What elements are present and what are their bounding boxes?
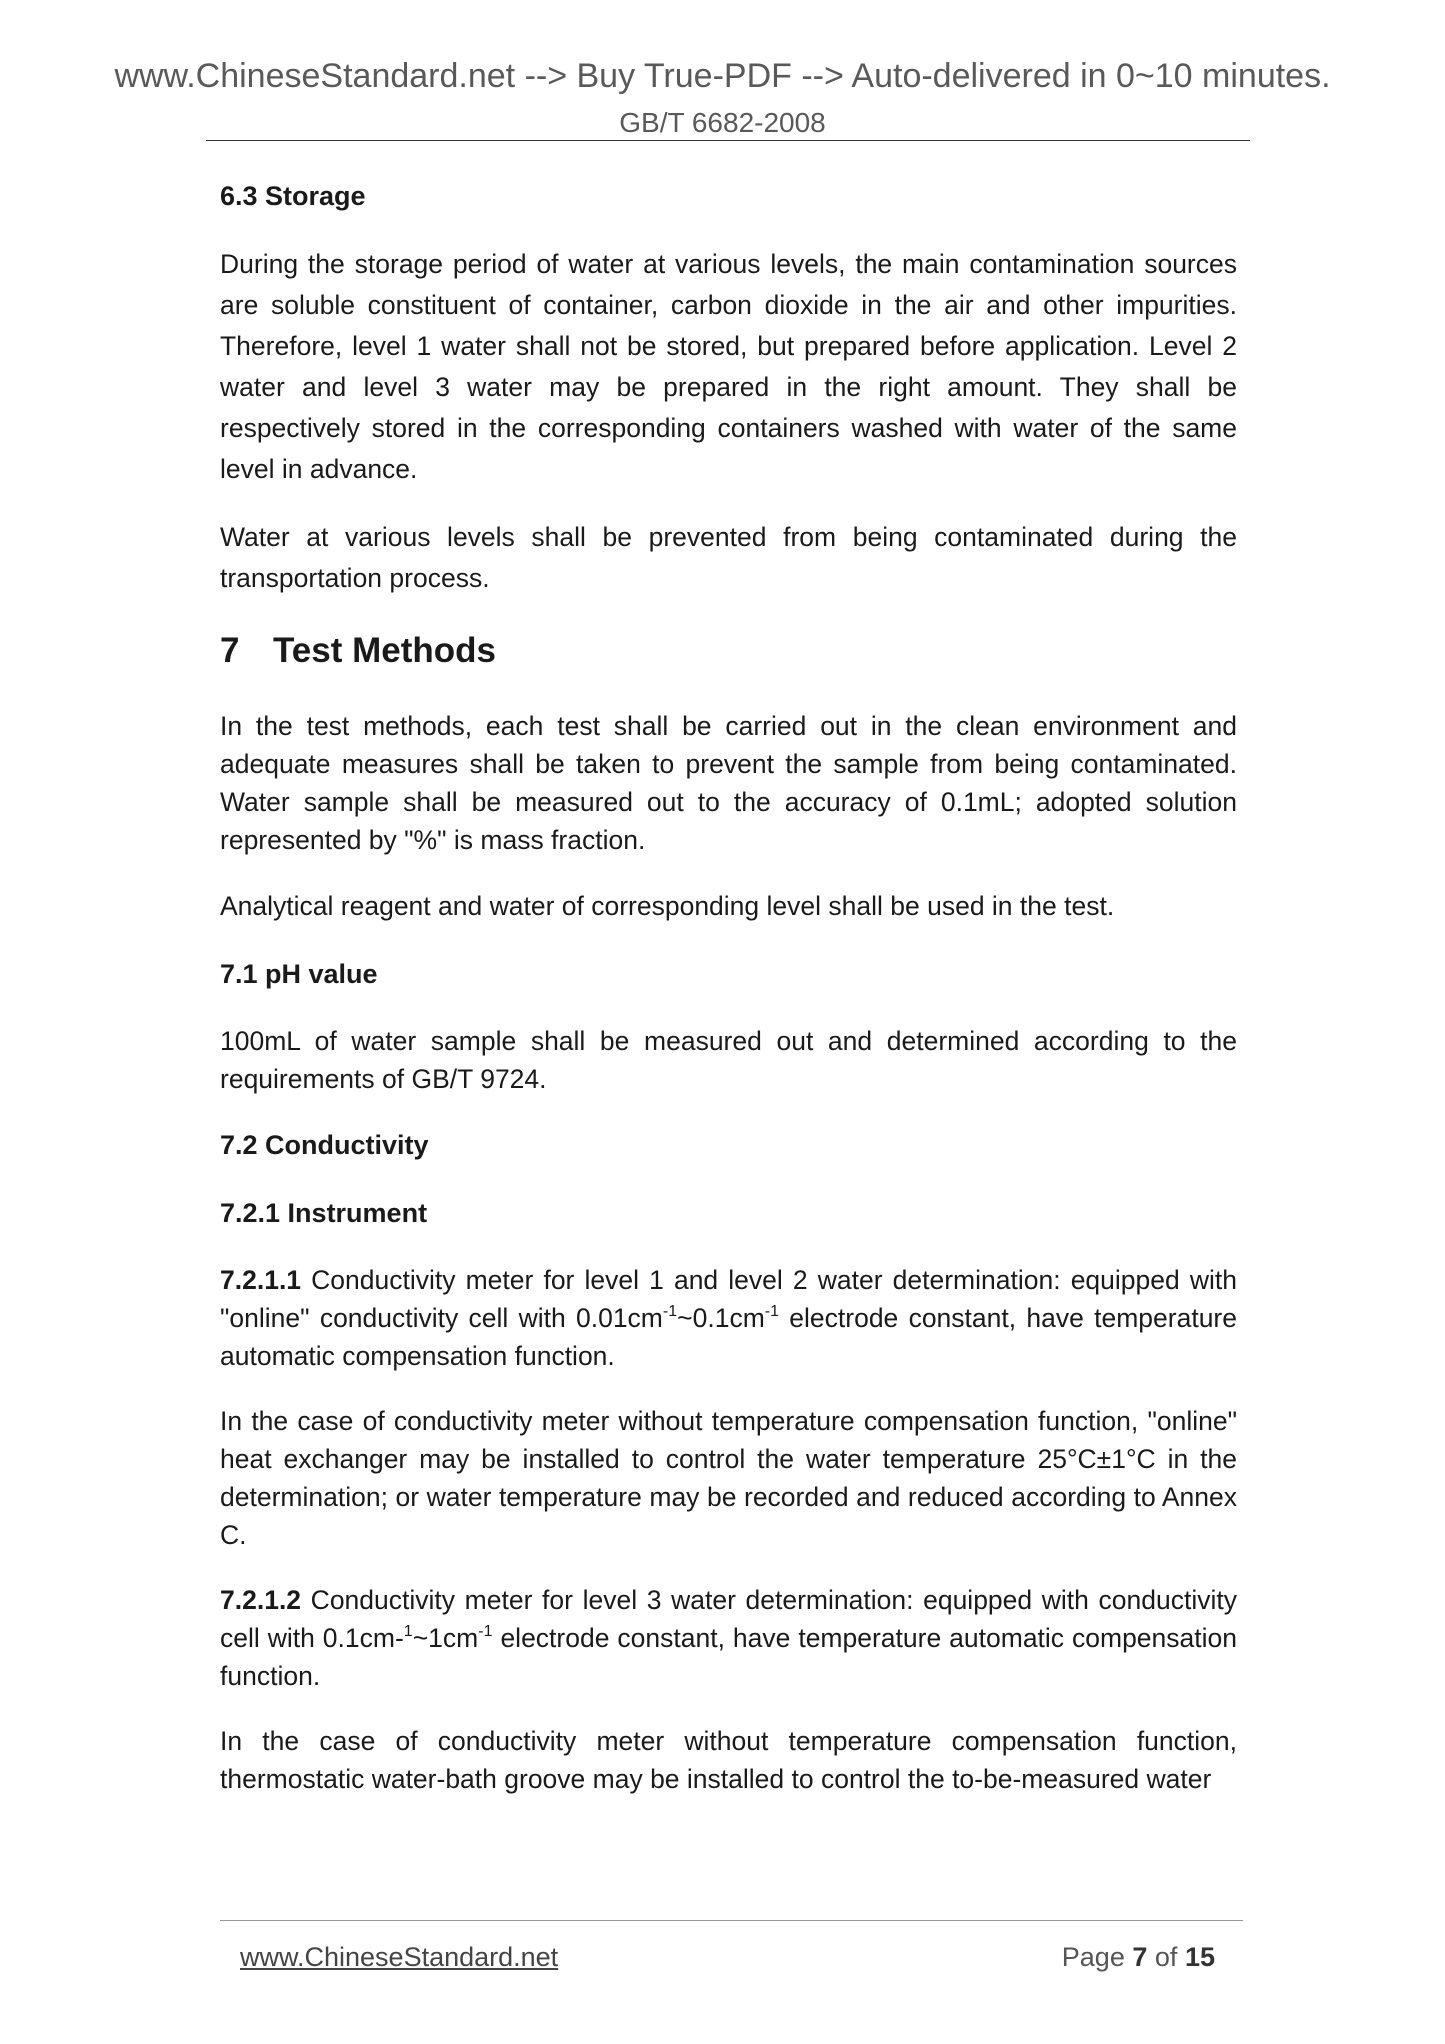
clause-7-2-1-1-sup-b: -1 xyxy=(764,1303,779,1320)
section-7-title: Test Methods xyxy=(273,631,496,670)
section-7-2-1-heading: 7.2.1 Instrument xyxy=(220,1198,428,1228)
clause-7-2-1-2-text-b: ~1cm xyxy=(412,1623,479,1653)
section-7-heading xyxy=(220,626,1237,676)
clause-7-2-1-2-text-c: electrode constant, have temperature automatic compensation function. xyxy=(220,1623,1237,1691)
page-of-label: of xyxy=(1154,1942,1178,1972)
current-page: 7 xyxy=(1132,1942,1148,1972)
section-7-paragraph-2: Analytical reagent and water of corresponding level shall be used in the test. xyxy=(220,891,1115,921)
clause-7-2-1-2-paragraph-2: In the case of conductivity meter without temperature compensation function, thermostatic water-bath groove may be installed to control the to-be-measured water xyxy=(220,1726,1237,1794)
section-7-paragraph-1: In the test methods, each test shall be carried out in the clean environment and adequate measures shall be taken to prevent the sample from being contaminated. Water sample shall be measured out to the accuracy of 0.1mL; adopted solution represented by "%" is mass fraction. xyxy=(220,711,1237,855)
section-7-1-heading: 7.1 pH value xyxy=(220,959,378,989)
clause-7-2-1-1-text-b: ~0.1cm xyxy=(677,1303,765,1333)
section-7-2-heading: 7.2 Conductivity xyxy=(220,1130,429,1160)
clause-7-2-1-2 xyxy=(220,1581,1237,1695)
clause-7-2-1-2-sup-b: -1 xyxy=(478,1623,493,1640)
section-6-3-heading: 6.3 Storage xyxy=(220,181,366,211)
clause-7-2-1-1-text-c: electrode constant, have temperature automatic compensation function. xyxy=(220,1303,1237,1371)
clause-7-2-1-1-text-a: Conductivity meter for level 1 and level 2 water determination: equipped with "online" conductivity cell with 0.01cm xyxy=(220,1265,1237,1333)
clause-7-2-1-2-text-a: Conductivity meter for level 3 water determination: equipped with conductivity cell with 0.1cm- xyxy=(220,1585,1237,1653)
header-banner: www.ChineseStandard.net --> Buy True-PDF --> Auto-delivered in 0~10 minutes. xyxy=(114,57,1331,95)
section-7-1-paragraph: 100mL of water sample shall be measured out and determined according to the requirements of GB/T 9724. xyxy=(220,1026,1237,1094)
clause-7-2-1-1-sup-a: -1 xyxy=(662,1303,678,1320)
header-divider xyxy=(206,140,1250,141)
section-6-3-paragraph-2: Water at various levels shall be prevented from being contaminated during the transportation process. xyxy=(220,522,1237,593)
clause-7-2-1-2-number: 7.2.1.2 xyxy=(220,1585,302,1615)
page-body xyxy=(220,176,1237,1825)
page-label: Page xyxy=(1061,1942,1125,1972)
clause-7-2-1-1-number: 7.2.1.1 xyxy=(220,1265,302,1295)
total-pages: 15 xyxy=(1184,1942,1215,1972)
footer-divider xyxy=(220,1920,1243,1921)
section-6-3-paragraph-1: During the storage period of water at various levels, the main contamination sources are soluble constituent of container, carbon dioxide in the air and other impurities. Therefore, level 1 water shall not be stored, but prepared before application. Level 2 water and level 3 water may be prepared in the right amount. They shall be respectively stored in the corresponding containers washed with water of the same level in advance. xyxy=(220,249,1237,484)
footer-website-link[interactable]: www.ChineseStandard.net xyxy=(240,1942,559,1972)
clause-7-2-1-1-paragraph-2: In the case of conductivity meter without temperature compensation function, "online" heat exchanger may be installed to control the water temperature 25°C±1°C in the determination; or water temperature may be recorded and reduced according to Annex C. xyxy=(220,1406,1237,1550)
clause-7-2-1-2-sup-a: 1 xyxy=(403,1623,413,1640)
document-id: GB/T 6682-2008 xyxy=(619,107,826,138)
clause-7-2-1-1 xyxy=(220,1261,1237,1375)
section-7-number: 7 xyxy=(220,631,240,670)
page-number xyxy=(1062,1940,1215,1974)
